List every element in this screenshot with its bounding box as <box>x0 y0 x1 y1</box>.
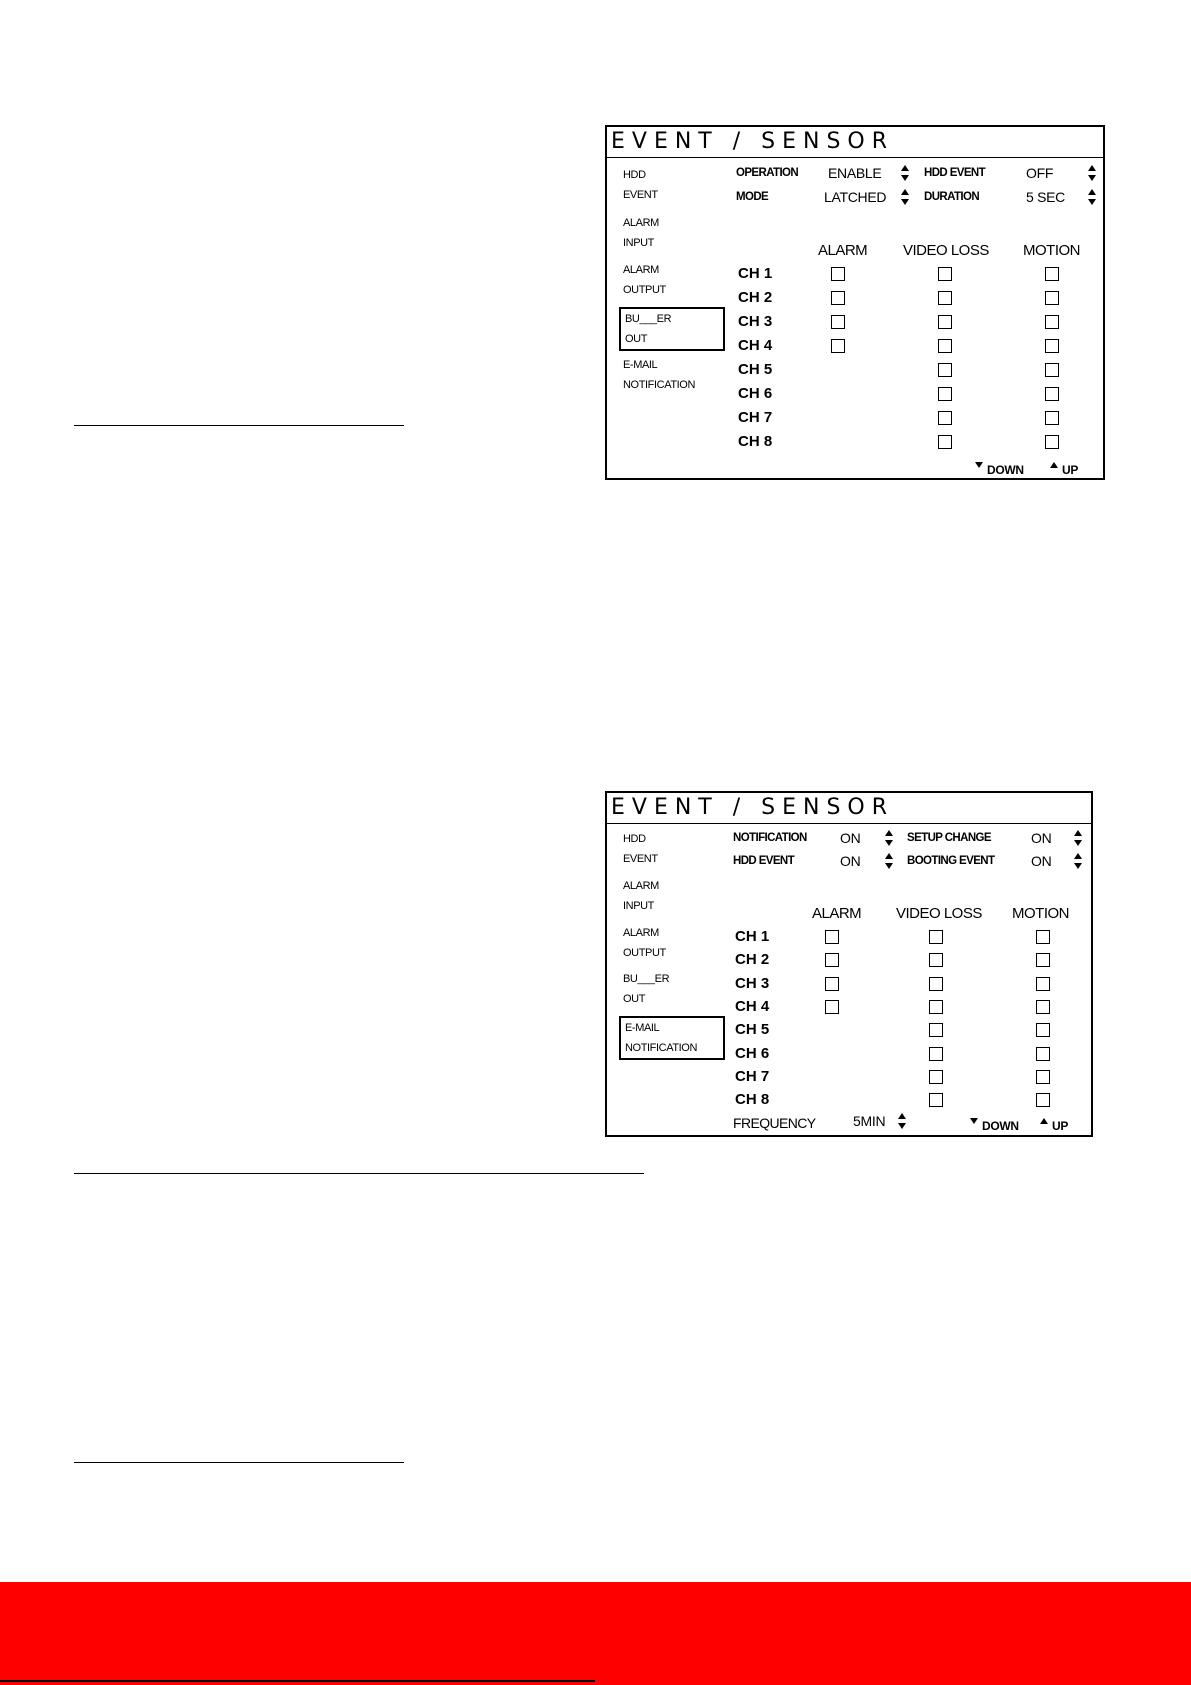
alarm-checkbox[interactable] <box>831 291 845 305</box>
title-divider <box>607 157 1103 158</box>
video-loss-checkbox[interactable] <box>929 1000 943 1014</box>
channel-label: CH 6 <box>738 385 773 402</box>
alarm-checkbox[interactable] <box>825 977 839 991</box>
video-loss-checkbox[interactable] <box>938 315 952 329</box>
channel-label: CH 1 <box>738 265 773 282</box>
up-nav[interactable]: UP <box>1040 1118 1068 1133</box>
duration-label: DURATION <box>924 191 980 203</box>
video-loss-checkbox[interactable] <box>938 339 952 353</box>
divider-line-1 <box>74 425 404 426</box>
notification-spinner-icon[interactable] <box>884 830 894 846</box>
down-nav[interactable]: DOWN <box>970 1118 1019 1133</box>
sidebar-item-alarm-output[interactable]: ALARM OUTPUT <box>623 264 666 296</box>
hdd-event-label: HDD EVENT <box>733 855 795 867</box>
video-loss-checkbox[interactable] <box>929 953 943 967</box>
motion-checkbox[interactable] <box>1045 291 1059 305</box>
channel-label: CH 7 <box>735 1067 770 1085</box>
alarm-checkbox[interactable] <box>825 953 839 967</box>
motion-checkbox[interactable] <box>1045 315 1059 329</box>
motion-checkbox[interactable] <box>1036 953 1050 967</box>
sidebar-item-hdd-event[interactable]: HDD EVENT <box>623 169 658 201</box>
channel-label: CH 1 <box>735 928 770 945</box>
alarm-checkbox[interactable] <box>831 267 845 281</box>
column-header-video-loss: VIDEO LOSS <box>896 905 982 922</box>
column-header-alarm: ALARM <box>812 905 862 922</box>
motion-checkbox[interactable] <box>1036 1070 1050 1084</box>
column-header-video-loss: VIDEO LOSS <box>903 242 989 259</box>
sidebar-item-hdd-event[interactable]: HDD EVENT <box>623 833 658 865</box>
booting-event-value[interactable]: ON <box>1031 853 1052 869</box>
video-loss-checkbox[interactable] <box>929 1023 943 1037</box>
column-header-alarm: ALARM <box>818 242 868 259</box>
video-loss-checkbox[interactable] <box>929 930 943 944</box>
channel-label: CH 7 <box>738 409 773 426</box>
channel-label: CH 6 <box>735 1044 770 1062</box>
down-arrow-icon <box>975 462 983 468</box>
panel-title: EVENT / SENSOR <box>611 129 895 154</box>
video-loss-checkbox[interactable] <box>938 291 952 305</box>
channel-label: CH 8 <box>735 1091 770 1109</box>
sidebar-item-alarm-output[interactable]: ALARM OUTPUT <box>623 927 666 959</box>
notification-label: NOTIFICATION <box>733 832 807 844</box>
mode-value[interactable]: LATCHED <box>824 189 887 205</box>
divider-line-3 <box>74 1462 404 1463</box>
frequency-spinner-icon[interactable] <box>897 1113 907 1129</box>
motion-checkbox[interactable] <box>1045 435 1059 449</box>
channel-label: CH 4 <box>738 337 773 354</box>
motion-checkbox[interactable] <box>1036 1023 1050 1037</box>
divider-line-2 <box>74 1173 644 1174</box>
motion-checkbox[interactable] <box>1045 411 1059 425</box>
channel-label: CH 5 <box>738 361 773 378</box>
video-loss-checkbox[interactable] <box>929 1093 943 1107</box>
frequency-value[interactable]: 5MIN <box>853 1113 886 1129</box>
hdd-event-value[interactable]: OFF <box>1026 165 1054 181</box>
setup-change-spinner-icon[interactable] <box>1073 830 1083 846</box>
up-arrow-icon <box>1050 462 1058 468</box>
column-header-motion: MOTION <box>1023 242 1080 259</box>
sidebar-item-buzzer-out[interactable]: BU___ER OUT <box>623 973 670 1005</box>
up-nav[interactable]: UP <box>1050 462 1078 477</box>
duration-value[interactable]: 5 SEC <box>1026 189 1065 205</box>
mode-spinner-icon[interactable] <box>900 189 910 205</box>
motion-checkbox[interactable] <box>1045 267 1059 281</box>
motion-checkbox[interactable] <box>1036 1047 1050 1061</box>
video-loss-checkbox[interactable] <box>938 411 952 425</box>
operation-value[interactable]: ENABLE <box>828 165 882 181</box>
mode-label: MODE <box>736 191 769 203</box>
panel-title: EVENT / SENSOR <box>611 795 895 820</box>
sidebar-item-buzzer-out[interactable]: BU___ER OUT <box>619 307 725 351</box>
motion-checkbox[interactable] <box>1045 339 1059 353</box>
operation-spinner-icon[interactable] <box>900 165 910 181</box>
duration-spinner-icon[interactable] <box>1087 189 1097 205</box>
motion-checkbox[interactable] <box>1045 387 1059 401</box>
alarm-checkbox[interactable] <box>831 315 845 329</box>
alarm-checkbox[interactable] <box>825 930 839 944</box>
motion-checkbox[interactable] <box>1036 930 1050 944</box>
video-loss-checkbox[interactable] <box>929 1070 943 1084</box>
event-sensor-panel-buzzer <box>605 125 1105 480</box>
booting-event-label: BOOTING EVENT <box>907 855 995 867</box>
up-arrow-icon <box>1040 1118 1048 1124</box>
alarm-checkbox[interactable] <box>831 339 845 353</box>
motion-checkbox[interactable] <box>1036 1093 1050 1107</box>
channel-label: CH 3 <box>735 974 770 992</box>
event-sensor-panel-email <box>605 791 1093 1137</box>
video-loss-checkbox[interactable] <box>929 977 943 991</box>
hdd-event-value[interactable]: ON <box>840 853 861 869</box>
channel-label: CH 8 <box>738 433 773 450</box>
sidebar-item-alarm-input[interactable]: ALARM INPUT <box>623 217 659 249</box>
motion-checkbox[interactable] <box>1045 363 1059 377</box>
footer-band <box>0 1582 1191 1685</box>
sidebar-item-email-notification[interactable]: E-MAIL NOTIFICATION <box>623 359 695 391</box>
sidebar-item-email-notification[interactable]: E-MAIL NOTIFICATION <box>619 1016 725 1060</box>
title-divider <box>607 823 1091 824</box>
video-loss-checkbox[interactable] <box>938 435 952 449</box>
channel-label: CH 4 <box>735 997 770 1015</box>
hdd-event-spinner-icon[interactable] <box>1087 165 1097 181</box>
motion-checkbox[interactable] <box>1036 1000 1050 1014</box>
column-header-motion: MOTION <box>1012 905 1069 922</box>
video-loss-checkbox[interactable] <box>938 387 952 401</box>
alarm-checkbox[interactable] <box>825 1000 839 1014</box>
setup-change-label: SETUP CHANGE <box>907 832 991 844</box>
channel-label: CH 3 <box>738 313 773 330</box>
channel-label: CH 2 <box>735 951 770 969</box>
operation-label: OPERATION <box>736 167 799 179</box>
hdd-event-label: HDD EVENT <box>924 167 986 179</box>
setup-change-value[interactable]: ON <box>1031 830 1052 846</box>
video-loss-checkbox[interactable] <box>938 363 952 377</box>
channel-label: CH 5 <box>735 1021 770 1039</box>
hdd-event-spinner-icon[interactable] <box>884 853 894 869</box>
down-arrow-icon <box>970 1118 978 1124</box>
notification-value[interactable]: ON <box>840 830 861 846</box>
booting-event-spinner-icon[interactable] <box>1073 853 1083 869</box>
channel-label: CH 2 <box>738 289 773 306</box>
motion-checkbox[interactable] <box>1036 977 1050 991</box>
frequency-label: FREQUENCY <box>733 1115 816 1131</box>
sidebar-item-alarm-input[interactable]: ALARM INPUT <box>623 880 659 912</box>
down-nav[interactable]: DOWN <box>975 462 1024 477</box>
footer-rule <box>0 1680 595 1682</box>
video-loss-checkbox[interactable] <box>938 267 952 281</box>
video-loss-checkbox[interactable] <box>929 1047 943 1061</box>
